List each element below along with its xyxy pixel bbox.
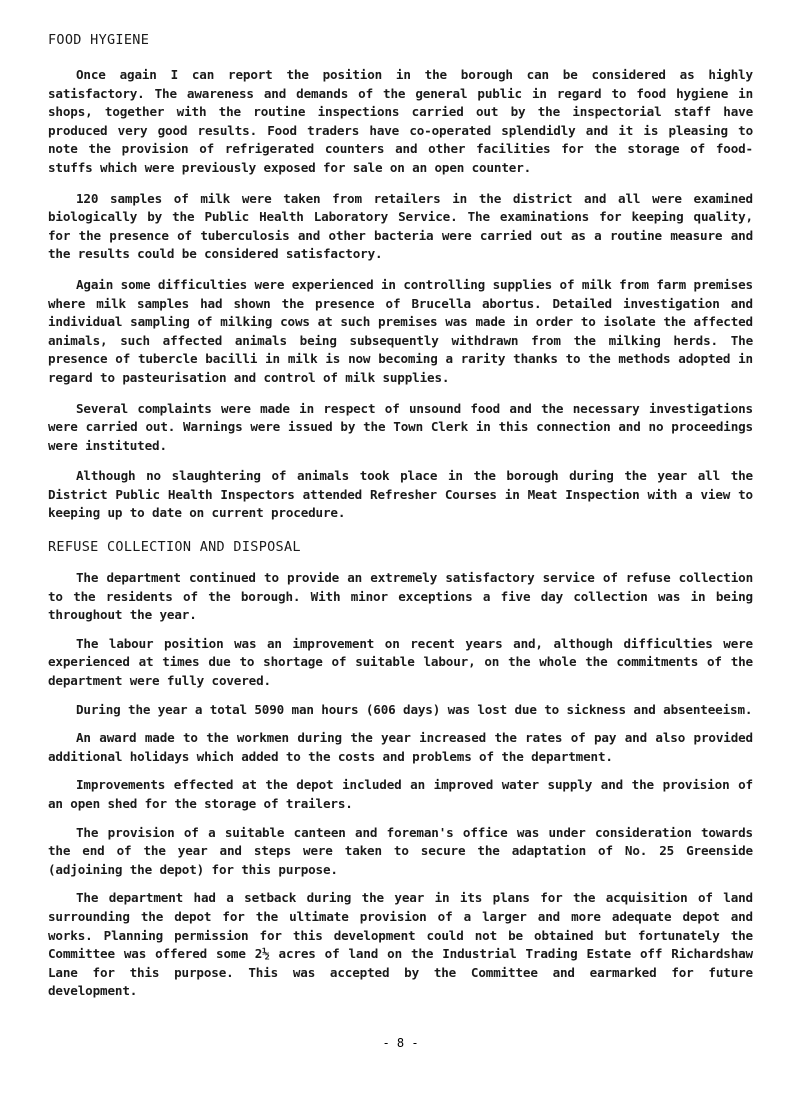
paragraph-refuse-5: Improvements effected at the depot included an improved water supply and the provision of an open shed for the storage of trailers. [48, 777, 753, 811]
paragraph-food-hygiene-1: Once again I can report the position in the borough can be considered as highly satisfactory. The awareness and demands of the general public in regard to food hygiene in shops, together with the routine inspections carried out by the inspectorial staff have produced very good results. Food traders have co-operated splendidly and it is pleasing to note the provision of refrigerated counters and other facilities for the storage of food-stuffs which were previously exposed for sale on an open counter. [48, 67, 753, 175]
paragraph-food-hygiene-3: Again some difficulties were experienced in controlling supplies of milk from farm premises where milk samples had shown the presence of Brucella abortus. Detailed investigation and individual sampling of milking cows at such premises was made in order to isolate the affected animals, such affected animals being subsequently withdrawn from the milking herds. The presence of tubercle bacilli in milk is now becoming a rarity thanks to the methods adopted in regard to pasteurisation and control of milk supplies. [48, 276, 753, 385]
paragraph-refuse-6: The provision of a suitable canteen and foreman's office was under consideration towards the end of the year and steps were taken to secure the adaptation of No. 25 Greenside (adjoining the depot) for this purpose. [48, 824, 753, 877]
paragraph-food-hygiene-4: Several complaints were made in respect of unsound food and the necessary investigations were carried out. Warnings were issued by the Town Clerk in this connection and no proceedings were instituted. [48, 400, 753, 453]
page-number: - 8 - [382, 1036, 419, 1050]
paragraph-refuse-2: The labour position was an improvement on recent years and, although difficulties were experienced at times due to shortage of suitable labour, on the whole the commitments of the department were fully covered. [48, 635, 753, 689]
section-heading-refuse: REFUSE COLLECTION AND DISPOSAL [48, 539, 301, 556]
paragraph-refuse-3: During the year a total 5090 man hours (606 days) was lost due to sickness and absenteeism. [76, 701, 753, 717]
paragraph-refuse-4: An award made to the workmen during the year increased the rates of pay and also provided additional holidays which added to the costs and problems of the department. [48, 730, 753, 764]
paragraph-food-hygiene-5: Although no slaughtering of animals took place in the borough during the year all the District Public Health Inspectors attended Refresher Courses in Meat Inspection with a view to keeping up to date on current procedure. [48, 468, 753, 521]
paragraph-food-hygiene-2: 120 samples of milk were taken from retailers in the district and all were examined biologically by the Public Health Laboratory Service. The examinations for keeping quality, for the presence of tuberculosis and other bacteria were carried out as a routine measure and the results could be considered satisfactory. [48, 190, 753, 262]
paragraph-refuse-1: The department continued to provide an extremely satisfactory service of refuse collection to the residents of the borough. With minor exceptions a five day collection was in being throughout the year. [48, 570, 753, 623]
section-heading-food-hygiene: FOOD HYGIENE [48, 32, 150, 48]
paragraph-refuse-7: The department had a setback during the year in its plans for the acquisition of land surrounding the depot for the ultimate provision of a larger and more adequate depot and works. Planning permission for this development could not be obtained but fortunately the Committee was offered some 2½ acres of land on the Industrial Trading Estate off Richardshaw Lane for this purpose. This was accepted by the Committee and earmarked for future development. [48, 890, 753, 999]
